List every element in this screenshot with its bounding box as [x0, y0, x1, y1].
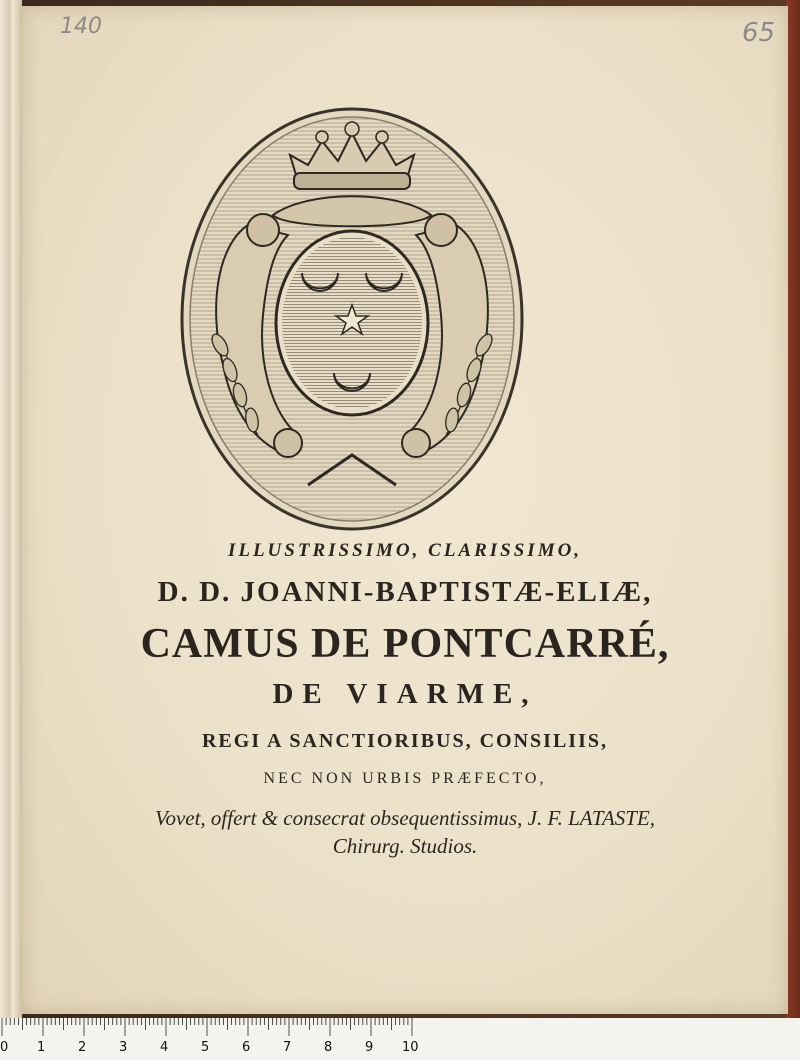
ruler-label-6: 6: [242, 1040, 251, 1055]
dedication-line-1: ILLUSTRISSIMO, CLARISSIMO,: [227, 540, 583, 561]
pencil-folio-right: 65: [742, 18, 776, 48]
dedication-line-3: CAMUS DE PONTCARRÉ,: [140, 621, 670, 667]
measurement-ruler: [0, 1018, 800, 1060]
ruler-label-3: 3: [119, 1040, 128, 1055]
ruler-ticks: [0, 1018, 420, 1040]
ruler-label-4: 4: [160, 1040, 169, 1055]
ruler-label-10: 10: [402, 1040, 419, 1055]
dedication-line-7: Vovet, offert & consecrat obsequentissimus, J. F. LATASTE,: [154, 806, 656, 830]
book-spine: [0, 0, 22, 1018]
ruler-label-5: 5: [201, 1040, 210, 1055]
cover-edge: [786, 0, 800, 1018]
ruler-label-7: 7: [283, 1040, 292, 1055]
coat-of-arms-engraving: [178, 105, 526, 533]
dedication-line-5: REGI A SANCTIORIBUS, CONSILIIS,: [201, 730, 608, 752]
ruler-label-2: 2: [78, 1040, 87, 1055]
ruler-label-9: 9: [365, 1040, 374, 1055]
pencil-folio-left: 140: [60, 14, 102, 39]
dedication-line-6: NEC NON URBIS PRÆFECTO,: [263, 770, 547, 787]
dedication-line-8: Chirurg. Studios.: [332, 834, 478, 858]
ruler-label-8: 8: [324, 1040, 333, 1055]
dedication-line-2: D. D. JOANNI-BAPTISTÆ-ELIÆ,: [157, 576, 653, 608]
dedication-line-4: DE VIARME,: [272, 678, 538, 710]
ruler-label-1: 1: [37, 1040, 46, 1055]
ruler-label-0: 0: [0, 1040, 9, 1055]
